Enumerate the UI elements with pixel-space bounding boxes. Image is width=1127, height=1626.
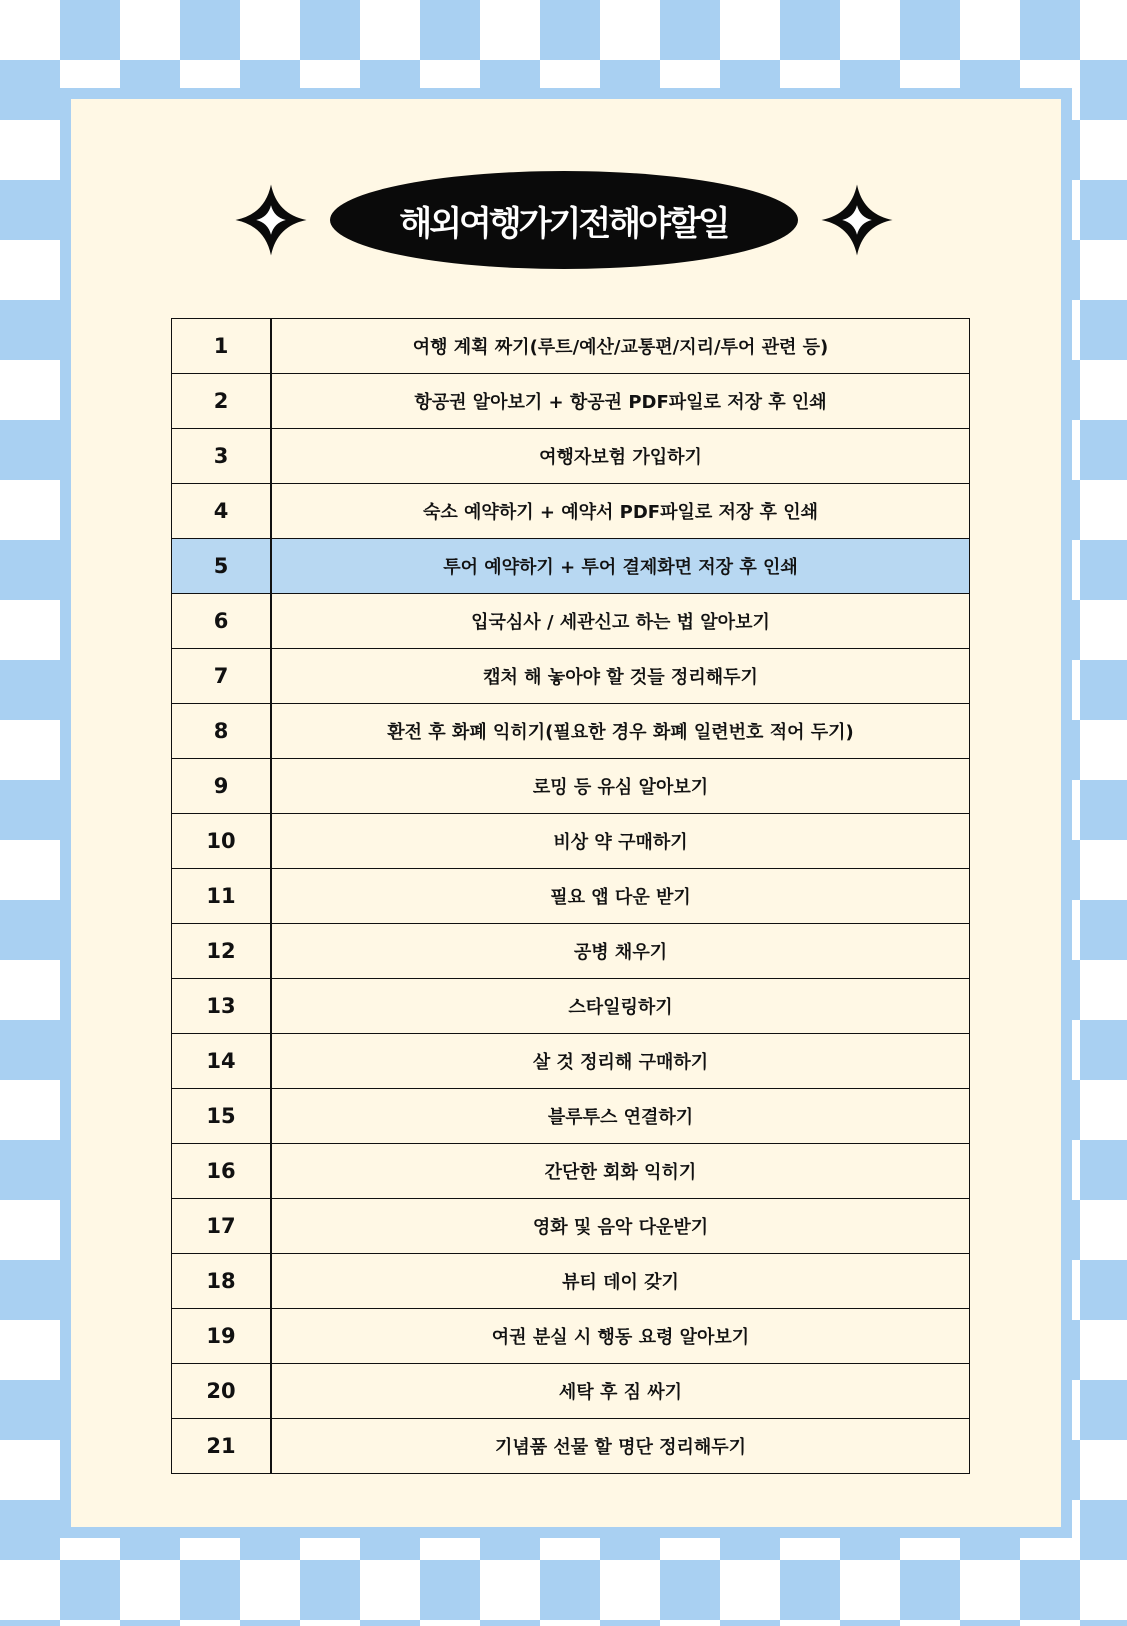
row-number: 3 <box>172 429 272 484</box>
table-row <box>172 924 970 979</box>
row-number: 11 <box>172 869 272 924</box>
row-task: 여권 분실 시 행동 요령 알아보기 <box>271 1309 970 1364</box>
row-number: 9 <box>172 759 272 814</box>
row-number: 16 <box>172 1144 272 1199</box>
table-row <box>172 319 970 374</box>
row-number: 1 <box>172 319 272 374</box>
row-number: 2 <box>172 374 272 429</box>
row-number: 10 <box>172 814 272 869</box>
table-row <box>172 1144 970 1199</box>
table-row <box>172 1419 970 1474</box>
row-task: 살 것 정리해 구매하기 <box>271 1034 970 1089</box>
row-number: 13 <box>172 979 272 1034</box>
row-number: 6 <box>172 594 272 649</box>
table-row <box>172 539 970 594</box>
title-banner <box>0 170 1127 270</box>
row-task: 로밍 등 유심 알아보기 <box>271 759 970 814</box>
table-row <box>172 814 970 869</box>
row-number: 19 <box>172 1309 272 1364</box>
row-task: 여행자보험 가입하기 <box>271 429 970 484</box>
row-task: 영화 및 음악 다운받기 <box>271 1199 970 1254</box>
table-row <box>172 979 970 1034</box>
table-row <box>172 1034 970 1089</box>
row-number: 5 <box>172 539 272 594</box>
row-task: 필요 앱 다운 받기 <box>271 869 970 924</box>
row-task: 비상 약 구매하기 <box>271 814 970 869</box>
row-task: 세탁 후 짐 싸기 <box>271 1364 970 1419</box>
table-row <box>172 649 970 704</box>
sparkle-icon <box>234 183 308 257</box>
row-number: 18 <box>172 1254 272 1309</box>
table-row <box>172 759 970 814</box>
row-task: 항공권 알아보기 + 항공권 PDF파일로 저장 후 인쇄 <box>271 374 970 429</box>
table-row <box>172 1199 970 1254</box>
checklist-table <box>171 318 970 1474</box>
page-title: 해외여행가기전해야할일 <box>399 203 728 244</box>
row-number: 7 <box>172 649 272 704</box>
row-task: 환전 후 화폐 익히기(필요한 경우 화폐 일련번호 적어 두기) <box>271 704 970 759</box>
row-number: 21 <box>172 1419 272 1474</box>
row-task: 투어 예약하기 + 투어 결제화면 저장 후 인쇄 <box>271 539 970 594</box>
row-task: 캡처 해 놓아야 할 것들 정리해두기 <box>271 649 970 704</box>
table-row <box>172 1309 970 1364</box>
table-row <box>172 374 970 429</box>
row-task: 숙소 예약하기 + 예약서 PDF파일로 저장 후 인쇄 <box>271 484 970 539</box>
row-number: 8 <box>172 704 272 759</box>
title-pill <box>330 171 798 269</box>
row-task: 공병 채우기 <box>271 924 970 979</box>
row-task: 기념품 선물 할 명단 정리해두기 <box>271 1419 970 1474</box>
row-number: 14 <box>172 1034 272 1089</box>
table-row <box>172 429 970 484</box>
row-task: 간단한 회화 익히기 <box>271 1144 970 1199</box>
table-row <box>172 869 970 924</box>
row-task: 여행 계획 짜기(루트/예산/교통편/지리/투어 관련 등) <box>271 319 970 374</box>
row-number: 20 <box>172 1364 272 1419</box>
row-number: 15 <box>172 1089 272 1144</box>
sparkle-icon <box>820 183 894 257</box>
table-row <box>172 1254 970 1309</box>
table-row <box>172 1364 970 1419</box>
table-row <box>172 484 970 539</box>
checklist-body <box>172 319 970 1474</box>
table-row <box>172 1089 970 1144</box>
row-number: 4 <box>172 484 272 539</box>
row-task: 뷰티 데이 갖기 <box>271 1254 970 1309</box>
row-task: 스타일링하기 <box>271 979 970 1034</box>
table-row <box>172 704 970 759</box>
row-number: 17 <box>172 1199 272 1254</box>
row-task: 블루투스 연결하기 <box>271 1089 970 1144</box>
row-task: 입국심사 / 세관신고 하는 법 알아보기 <box>271 594 970 649</box>
table-row <box>172 594 970 649</box>
row-number: 12 <box>172 924 272 979</box>
